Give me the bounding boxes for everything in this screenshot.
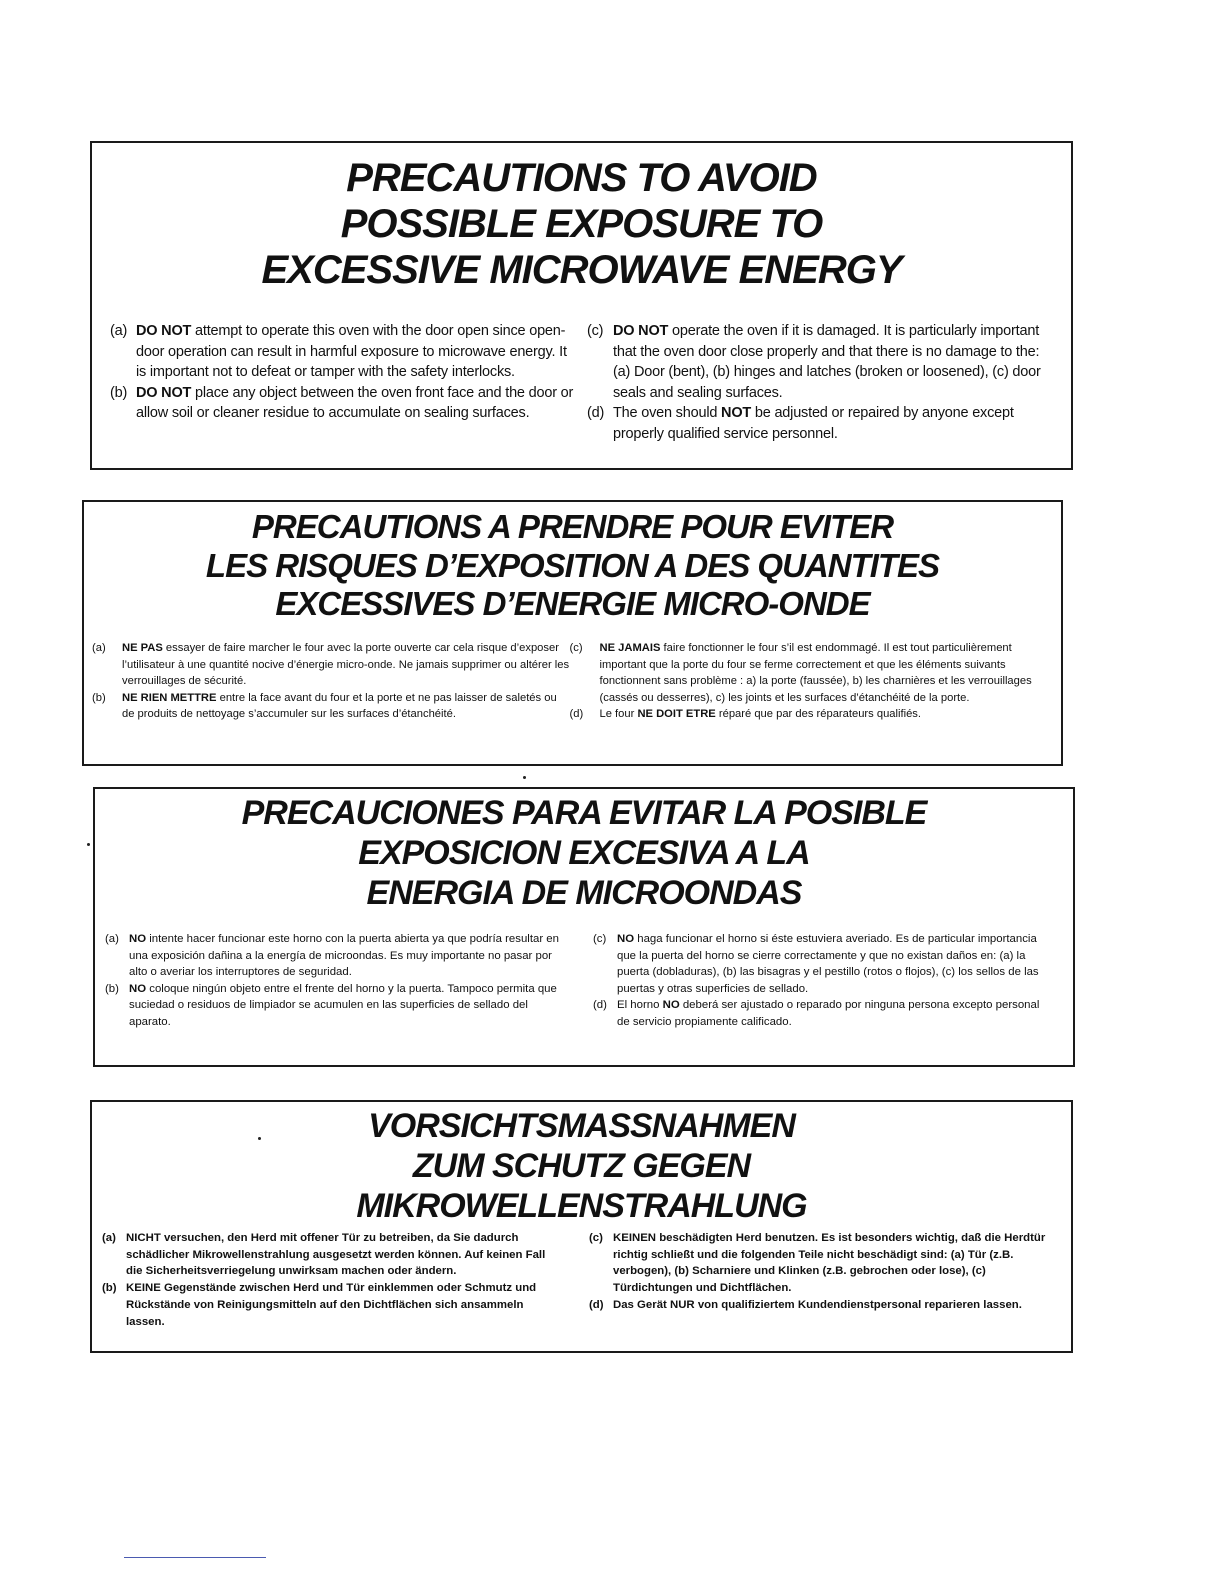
heading-line: LES RISQUES D’EXPOSITION A DES QUANTITES — [205, 546, 940, 584]
left-column — [110, 321, 580, 444]
german-columns — [102, 1230, 1051, 1330]
item-text: faire fonctionner le four s’il est endommagé. Il est tout particulièrement important que la porte du four se ferme correctement et que les éléments suivants fonctionnent sans problème : a) la porte (faussée), b) les charnières et les verrouillages (cassés ou desserres), c) les joints et les surfaces d’étanchéité de la porte. — [599, 642, 1032, 704]
item-text: coloque ningún objeto entre el frente del horno y la puerta. Tampoco permita que suciedad o residuos de limpiador se acumulen en las superficies de sellado del aparato. — [129, 982, 557, 1028]
item-text-pre: Le four — [599, 708, 638, 720]
spanish-columns — [105, 931, 1055, 1030]
item-emphasis: DO NOT — [613, 323, 669, 339]
item-emphasis: DO NOT — [136, 384, 192, 401]
spanish-heading — [95, 793, 1073, 913]
item-label: (a) — [110, 323, 128, 339]
item-emphasis: NE JAMAIS — [599, 642, 661, 654]
scan-speck — [87, 843, 90, 846]
right-column — [587, 321, 1057, 444]
item-emphasis: KEINEN — [613, 1232, 657, 1244]
item-text-pre: Das Gerät — [613, 1298, 670, 1311]
heading-line: PRECAUTIONS TO AVOID — [346, 156, 817, 200]
item-emphasis: KEINE — [126, 1282, 161, 1295]
spanish-precautions-panel — [93, 787, 1075, 1067]
precaution-item-a — [102, 1230, 564, 1280]
heading-line: ENERGIA DE MICROONDAS — [366, 874, 802, 912]
item-label: (a) — [105, 933, 119, 945]
heading-line: PRECAUTIONS A PRENDRE POUR EVITER — [251, 508, 894, 545]
heading-line: ZUM SCHUTZ GEGEN — [412, 1147, 751, 1185]
item-text: beschädigten Herd benutzen. Es ist besonders wichtig, daß die Herdtür richtig schließt und die folgenden Teile nicht beschädigt sind: (a) Tür (z.B. verbogen), (b) Scharniere und Klinken (z.B. gebrochen oder lose), (c) Türdichtungen und Dichtflächen. — [613, 1232, 1046, 1295]
english-heading — [92, 155, 1071, 293]
german-heading — [92, 1106, 1071, 1226]
heading-line: MIKROWELLENSTRAHLUNG — [356, 1187, 807, 1225]
german-precautions-panel — [90, 1100, 1073, 1353]
precaution-item-d — [587, 403, 1057, 444]
item-text: réparé que par des réparateurs qualifiés. — [715, 708, 922, 720]
precaution-item-d — [589, 1297, 1051, 1314]
french-columns — [92, 640, 1047, 723]
item-label: (b) — [110, 384, 128, 401]
item-text-pre: The oven should — [613, 405, 722, 421]
item-emphasis: NUR — [669, 1298, 695, 1311]
item-label: (c) — [589, 1232, 603, 1244]
scan-speck — [258, 1137, 261, 1140]
item-text: von qualifiziertem Kundendienstpersonal reparieren lassen. — [694, 1298, 1022, 1311]
item-label: (d) — [593, 999, 607, 1011]
precaution-item-b — [105, 981, 567, 1031]
item-text: intente hacer funcionar este horno con la puerta abierta ya que podría resultar en una exposición dañina a la energía de microondas. Es muy importante no pasar por alto o averiar los interruptores de seguridad. — [129, 933, 559, 978]
precaution-item-c — [587, 321, 1057, 403]
item-emphasis: NE DOIT ETRE — [637, 708, 716, 720]
heading-line: EXCESSIVE MICROWAVE ENERGY — [261, 248, 902, 292]
item-label: (b) — [102, 1282, 117, 1295]
item-text: haga funcionar el horno si éste estuviera averiado. Es de particular importancia que la puerta del horno se cierre correctamente y que no existan daños en: (a) la puerta (dobladuras), (b) las bisagras y el pestillo (rotos o flojos), (c) los sellos de las puertas y otras superficies de sellado. — [617, 933, 1039, 995]
english-precautions-panel — [90, 141, 1073, 470]
item-emphasis: DO NOT — [136, 323, 192, 339]
heading-line: POSSIBLE EXPOSURE TO — [340, 202, 823, 246]
footer-rule — [124, 1557, 266, 1558]
item-emphasis: NICHT — [126, 1232, 161, 1244]
heading-line: VORSICHTSMASSNAHMEN — [368, 1107, 795, 1145]
item-text: operate the oven if it is damaged. It is particularly important that the oven door close properly and that there is no damage to the: (a) Door (bent), (b) hinges and latches (broken or loosened), (c) door seals and sealing surfaces. — [613, 323, 1041, 401]
heading-line: EXCESSIVES D’ENERGIE MICRO-ONDE — [275, 585, 870, 622]
right-column — [589, 1230, 1051, 1330]
item-emphasis: NO — [617, 933, 635, 945]
item-emphasis: NO — [662, 999, 680, 1011]
item-label: (c) — [569, 642, 583, 654]
item-text: attempt to operate this oven with the door open since open-door operation can result in harmful exposure to microwave energy. It is important not to defeat or tamper with the safety interlocks. — [136, 323, 567, 380]
precaution-item-c — [593, 931, 1055, 997]
item-text: entre la face avant du four et la porte et ne pas laisser de saletés ou de produits de nettoyage s’accumuler sur les surfaces d’étanchéité. — [122, 691, 557, 720]
english-columns — [110, 321, 1057, 444]
item-text: deberá ser ajustado o reparado por ninguna persona excepto personal de servicio propiamente calificado. — [617, 999, 1040, 1028]
right-column — [593, 931, 1055, 1030]
item-label: (a) — [102, 1232, 116, 1244]
precaution-item-c — [589, 1230, 1051, 1297]
item-emphasis: NE PAS — [122, 642, 163, 654]
precaution-item-d — [593, 997, 1055, 1030]
item-label: (d) — [569, 708, 584, 720]
item-text-pre: El horno — [617, 999, 663, 1011]
left-column — [105, 931, 567, 1030]
left-column — [92, 640, 570, 723]
item-emphasis: NOT — [721, 405, 752, 421]
precaution-item-a — [105, 931, 567, 981]
right-column — [570, 640, 1048, 723]
item-label: (d) — [589, 1298, 604, 1311]
item-label: (c) — [587, 323, 604, 339]
precaution-item-c — [570, 640, 1048, 706]
french-heading — [84, 508, 1061, 624]
precaution-item-a — [110, 321, 580, 383]
item-text: be adjusted or repaired by anyone except properly qualified service personnel. — [613, 405, 1014, 442]
precaution-item-b — [102, 1280, 564, 1330]
heading-line: PRECAUCIONES PARA EVITAR LA POSIBLE — [241, 794, 927, 832]
item-label: (b) — [92, 691, 106, 704]
item-label: (b) — [105, 982, 119, 995]
left-column — [102, 1230, 564, 1330]
item-text: place any object between the oven front face and the door or allow soil or cleaner residue to accumulate on sealing surfaces. — [136, 384, 574, 421]
item-label: (d) — [587, 405, 605, 421]
item-emphasis: NE RIEN METTRE — [122, 691, 217, 704]
item-text: Gegenstände zwischen Herd und Tür einklemmen oder Schmutz und Rückstände von Reinigungsmitteln auf den Dichtflächen sich ansammeln lassen. — [126, 1282, 537, 1328]
item-label: (a) — [92, 642, 106, 654]
precaution-item-b — [92, 690, 570, 723]
heading-line: EXPOSICION EXCESIVA A LA — [358, 834, 810, 872]
precaution-item-b — [110, 383, 580, 424]
item-emphasis: NO — [129, 982, 147, 995]
scan-speck — [523, 776, 526, 779]
item-text: versuchen, den Herd mit offener Tür zu betreiben, da Sie dadurch schädlicher Mikrowellenstrahlung ausgesetzt werden können. Auf keinen Fall die Sicherheitsverriegelung unwirksam machen oder ändern. — [126, 1232, 546, 1278]
precaution-item-a — [92, 640, 570, 690]
item-text: essayer de faire marcher le four avec la porte ouverte car cela risque d’exposer l’utilisateur à une quantité nocive d’énergie micro-onde. Ne jamais supprimer ou altérer les verrouillages de sécurité. — [122, 642, 570, 687]
item-label: (c) — [593, 933, 607, 945]
item-emphasis: NO — [129, 933, 147, 945]
precaution-item-d — [570, 706, 1048, 723]
french-precautions-panel — [82, 500, 1063, 766]
